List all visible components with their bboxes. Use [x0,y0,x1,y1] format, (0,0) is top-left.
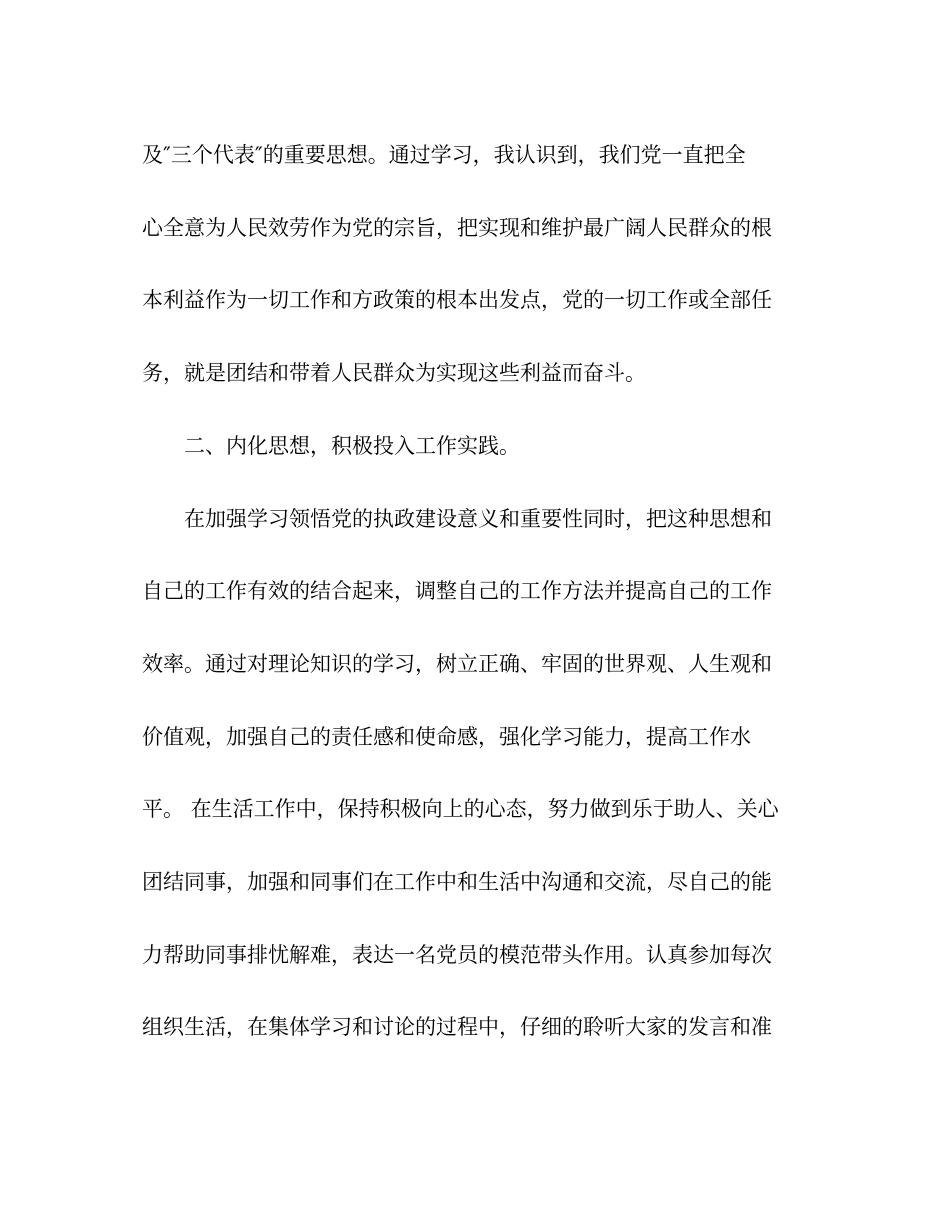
text-line: 本利益作为一切工作和方政策的根本出发点，党的一切工作或全部任 [142,288,772,312]
section-heading: 二、内化思想，积极投入工作实践。 [142,434,520,458]
text-line: 务，就是团结和带着人民群众为实现这些利益而奋斗。 [142,361,646,385]
text-line: 自己的工作有效的结合起来，调整自己的工作方法并提高自己的工作 [142,579,772,603]
text-line: 平。 在生活工作中，保持积极向上的心态，努力做到乐于助人、关心 [142,797,779,821]
text-line: 效率。通过对理论知识的学习，树立正确、牢固的世界观、人生观和 [142,652,772,676]
text-line: 在加强学习领悟党的执政建设意义和重要性同时，把这种思想和 [142,507,772,531]
text-line: 组织生活，在集体学习和讨论的过程中，仔细的聆听大家的发言和准 [142,1015,772,1039]
text-line: 价值观，加强自己的责任感和使命感，强化学习能力，提高工作水 [142,725,751,749]
text-line: 及″三个代表″的重要思想。通过学习，我认识到，我们党一直把全 [142,143,746,167]
text-line: 力帮助同事排忧解难，表达一名党员的模范带头作用。认真参加每次 [142,943,772,967]
text-line: 心全意为人民效劳作为党的宗旨，把实现和维护最广阔人民群众的根 [142,216,772,240]
text-line: 团结同事，加强和同事们在工作中和生活中沟通和交流，尽自己的能 [142,870,772,894]
